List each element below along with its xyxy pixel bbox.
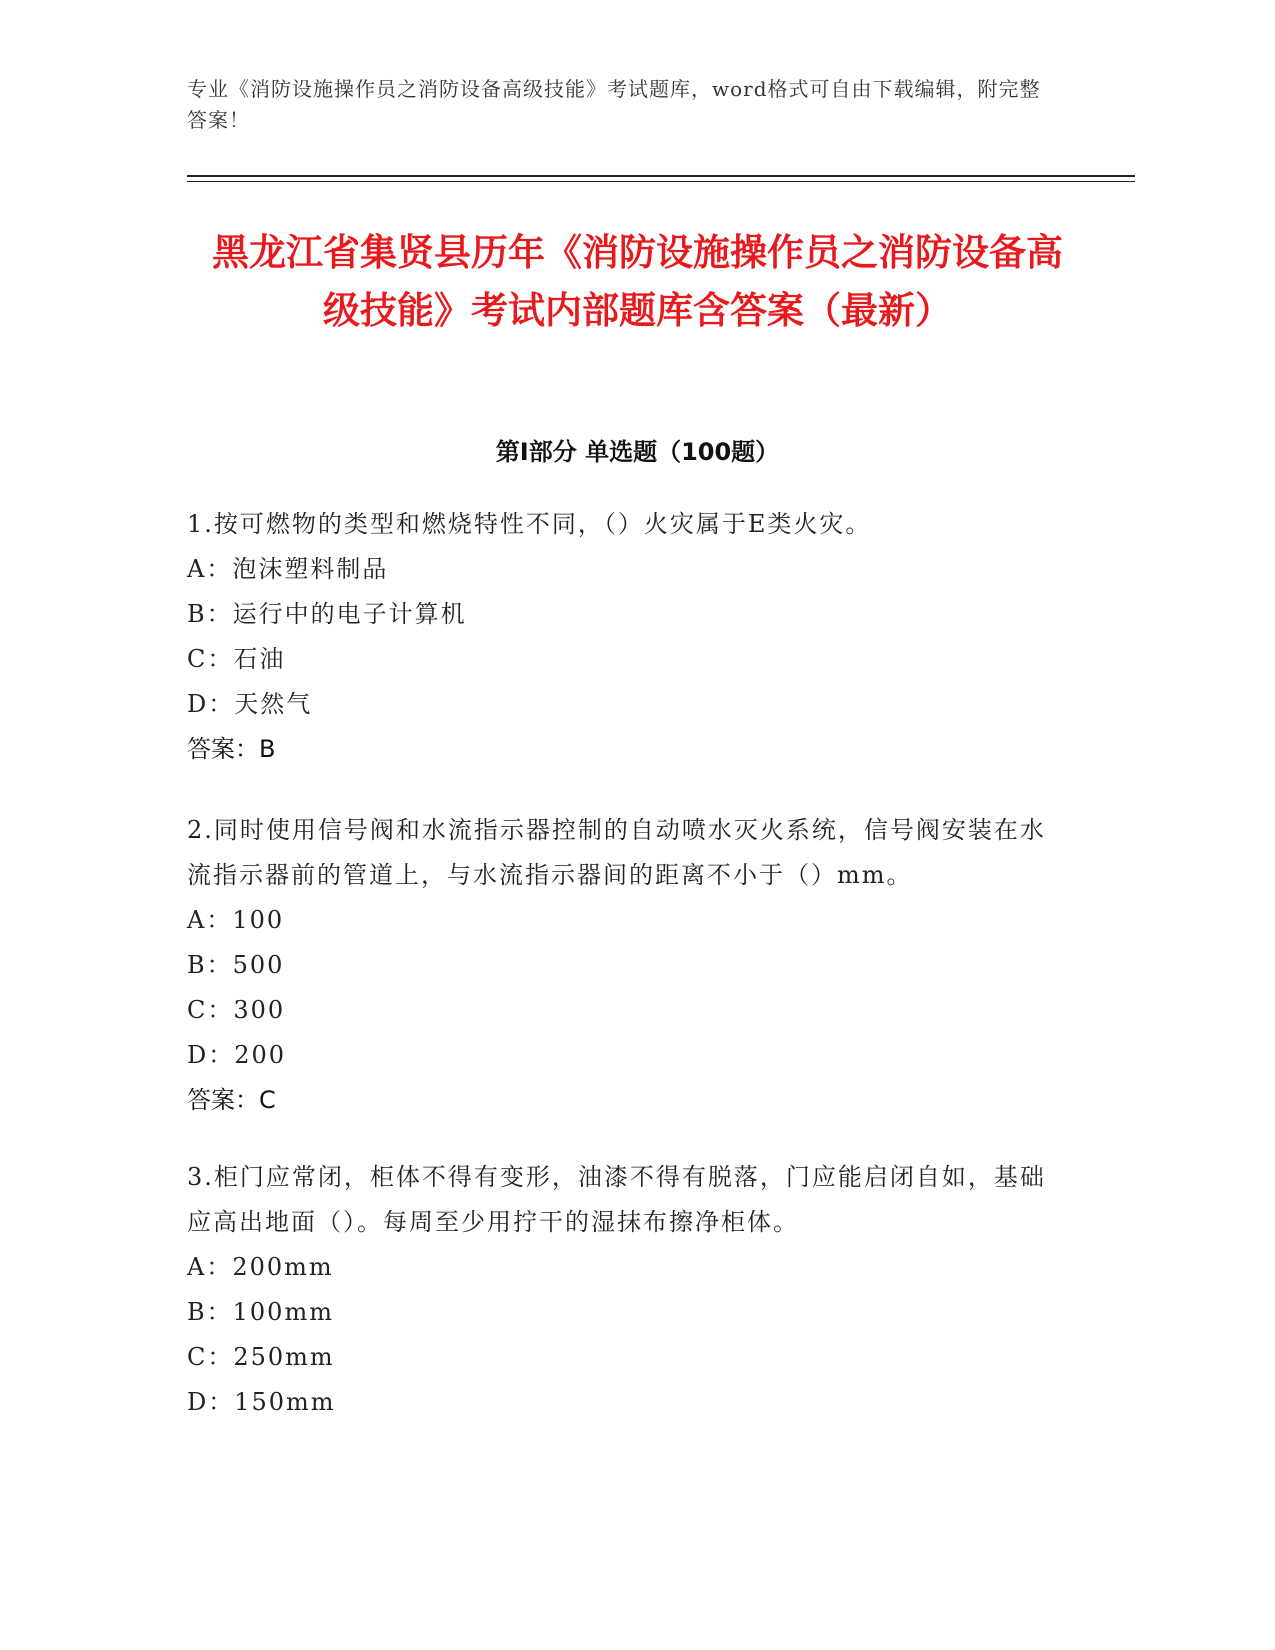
option-a: A：泡沫塑料制品 bbox=[187, 555, 389, 583]
option-b: B：运行中的电子计算机 bbox=[187, 600, 467, 628]
answer: 答案：B bbox=[187, 735, 276, 763]
option-c: C：250mm bbox=[187, 1343, 335, 1371]
option-b: B：500 bbox=[187, 951, 285, 979]
question-1 bbox=[187, 502, 1067, 772]
option-c: C：石油 bbox=[187, 645, 286, 673]
option-d: D：天然气 bbox=[187, 690, 313, 718]
question-stem: 2.同时使用信号阀和水流指示器控制的自动喷水灭火系统，信号阀安装在水流指示器前的管道上，与水流指示器间的距离不小于（）mm。 bbox=[187, 816, 1046, 889]
document-title: 黑龙江省集贤县历年《消防设施操作员之消防设备高级技能》考试内部题库含答案（最新） bbox=[212, 231, 1063, 332]
section-heading: 第Ⅰ部分 单选题（100题） bbox=[495, 438, 780, 466]
answer: 答案：C bbox=[187, 1086, 276, 1114]
option-c: C：300 bbox=[187, 996, 286, 1024]
option-d: D：200 bbox=[187, 1041, 287, 1069]
question-stem: 3.柜门应常闭，柜体不得有变形，油漆不得有脱落，门应能启闭自如，基础应高出地面（）。每周至少用拧干的湿抹布擦净柜体。 bbox=[187, 1163, 1046, 1236]
option-a: A：200mm bbox=[187, 1253, 334, 1281]
question-2 bbox=[187, 808, 1067, 1123]
question-stem: 1.按可燃物的类型和燃烧特性不同，（）火灾属于E类火灾。 bbox=[187, 510, 872, 538]
option-d: D：150mm bbox=[187, 1388, 336, 1416]
option-a: A：100 bbox=[187, 906, 285, 934]
option-b: B：100mm bbox=[187, 1298, 334, 1326]
header-divider-thin bbox=[187, 181, 1135, 182]
header-divider-thick bbox=[187, 175, 1135, 177]
question-3 bbox=[187, 1155, 1067, 1425]
header-note: 专业《消防设施操作员之消防设备高级技能》考试题库，word格式可自由下载编辑，附完整答案！ bbox=[187, 77, 1041, 132]
